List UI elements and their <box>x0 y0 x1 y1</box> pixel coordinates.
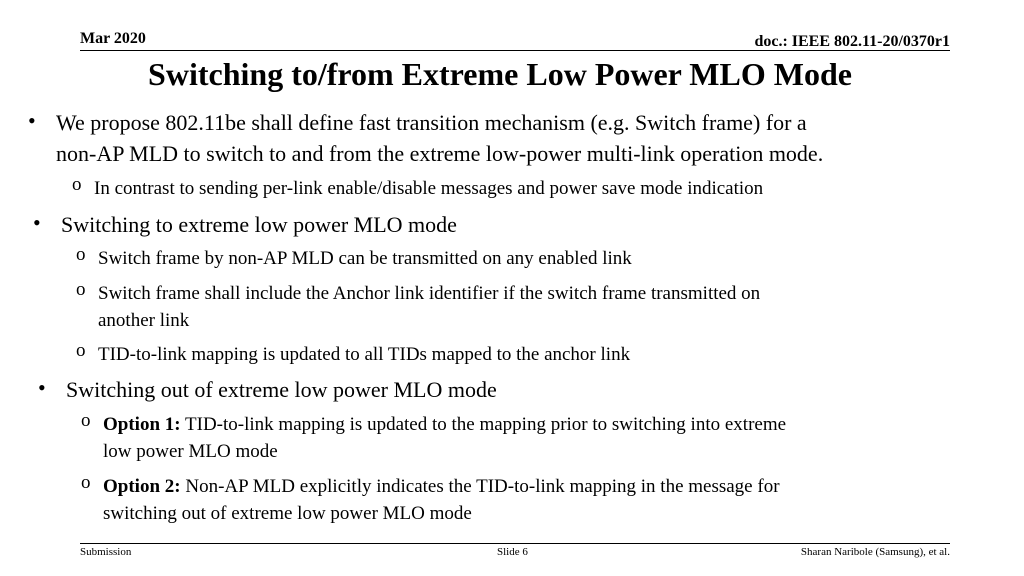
sub-bullet-marker: o <box>81 410 91 431</box>
footer-slide-number: Slide 6 <box>497 546 528 558</box>
bullet-3: Switching out of extreme low power MLO mode <box>66 377 497 402</box>
bullet-1-sub-1: In contrast to sending per-link enable/disable messages and power save mode indication <box>94 178 764 199</box>
slide-title: Switching to/from Extreme Low Power MLO Mode <box>148 56 852 92</box>
sub-bullet-marker: o <box>76 340 86 361</box>
bullet-2-sub-2-line-1: Switch frame shall include the Anchor link identifier if the switch frame transmitted on <box>98 283 761 304</box>
sub-bullet-marker: o <box>76 279 86 300</box>
bullet-3-sub-2-line-1 <box>103 472 780 501</box>
bullet-3-sub-1-line-2: low power MLO mode <box>103 441 278 462</box>
bullet-3-sub-2-line-2: switching out of extreme low power MLO mode <box>103 503 472 524</box>
header-date: Mar 2020 <box>80 30 146 47</box>
bullet-3-sub-1-line-1 <box>103 410 786 439</box>
bullet-2-sub-1: Switch frame by non-AP MLD can be transmitted on any enabled link <box>98 248 632 269</box>
bullet-2-sub-2-line-2: another link <box>98 310 190 331</box>
sub-bullet-marker: o <box>81 472 91 493</box>
sub-bullet-marker: o <box>72 174 82 195</box>
footer-rule <box>80 543 950 544</box>
bullet-2-sub-3: TID-to-link mapping is updated to all TIDs mapped to the anchor link <box>98 344 631 365</box>
footer-submission: Submission <box>80 546 132 558</box>
bullet-1-line-2: non-AP MLD to switch to and from the extreme low-power multi-link operation mode. <box>56 141 824 166</box>
option-1-text: TID-to-link mapping is updated to the mapping prior to switching into extreme <box>180 414 787 435</box>
bullet-marker: • <box>28 108 36 133</box>
bullet-marker: • <box>33 210 41 235</box>
bullet-2: Switching to extreme low power MLO mode <box>61 212 457 237</box>
option-1-label: Option 1: <box>103 414 181 435</box>
bullet-marker: • <box>38 375 46 400</box>
option-2-label: Option 2: <box>103 476 181 497</box>
option-2-text: Non-AP MLD explicitly indicates the TID-to-link mapping in the message for <box>180 476 780 497</box>
bullet-1-line-1: We propose 802.11be shall define fast transition mechanism (e.g. Switch frame) for a <box>56 110 807 135</box>
footer-author: Sharan Naribole (Samsung), et al. <box>800 546 950 558</box>
sub-bullet-marker: o <box>76 244 86 265</box>
header-doc-id: doc.: IEEE 802.11-20/0370r1 <box>754 33 950 50</box>
